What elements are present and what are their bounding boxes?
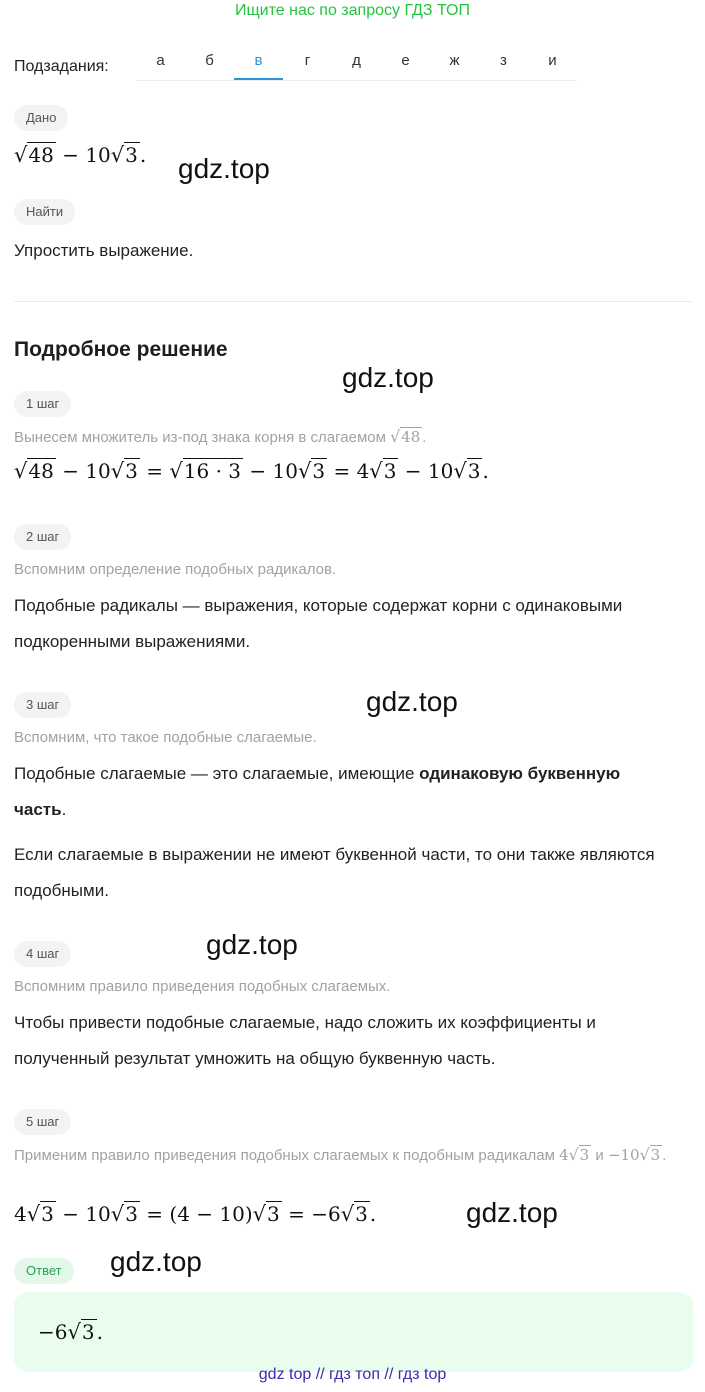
watermark: gdz.top — [466, 1197, 558, 1228]
watermark: gdz.top — [178, 153, 270, 184]
step-1-math: √48 − 10√3 = √16 · 3 − 10√3 = 4√3 − 10√3 . — [14, 459, 489, 483]
tab-d[interactable]: д — [352, 52, 361, 69]
divider — [14, 301, 693, 302]
tab-e[interactable]: е — [401, 52, 410, 69]
tab-v[interactable]: в — [234, 52, 283, 80]
step-4-chip: 4 шаг — [14, 941, 71, 967]
step-3-chip: 3 шаг — [14, 692, 71, 718]
promo-banner: Ищите нас по запросу ГДЗ ТОП — [235, 2, 470, 19]
step-2-hint: Вспомним определение подобных радикалов. — [14, 561, 337, 578]
step-3-text2: Если слагаемые в выражении не имеют буквенной части, то они также являются подобными. — [14, 845, 655, 900]
step-5-math: 4√3 − 10√3 = (4 − 10)√3 = −6√3 . — [14, 1202, 377, 1226]
step-1-hint: Вынесем множитель из-под знака корня в слагаемом √48 . — [14, 427, 427, 446]
step-4-hint: Вспомним правило приведения подобных слагаемых. — [14, 978, 391, 995]
solution-heading: Подробное решение — [14, 338, 228, 361]
watermark: gdz.top — [342, 362, 434, 393]
find-text: Упростить выражение. — [14, 241, 194, 260]
watermark: gdz.top — [206, 929, 298, 960]
step-4-text: Чтобы привести подобные слагаемые, надо сложить их коэффициенты и полученный результат умножить на общую буквенную часть. — [14, 1013, 596, 1068]
answer-chip: Ответ — [14, 1258, 74, 1284]
step-1-chip: 1 шаг — [14, 391, 71, 417]
tab-i[interactable]: и — [548, 52, 557, 69]
subtasks-label: Подзадания: — [14, 57, 109, 75]
step-5-hint: Применим правило приведения подобных слагаемых к подобным радикалам 4√3 и −10√3 . — [14, 1145, 667, 1164]
step-2-chip: 2 шаг — [14, 524, 71, 550]
step-3-text: Подобные слагаемые — это слагаемые, имеющие одинаковую буквенную часть. — [14, 764, 621, 819]
tab-zh[interactable]: ж — [449, 52, 460, 69]
answer-box — [14, 1292, 693, 1372]
tab-g[interactable]: г — [304, 52, 311, 69]
footer-links[interactable]: gdz top // гдз топ // гдз top — [258, 1366, 447, 1383]
tab-list — [136, 52, 577, 81]
step-2-text: Подобные радикалы — выражения, которые содержат корни с одинаковыми подкоренными выражениями. — [14, 596, 623, 651]
given-expression: √48 − 10√3 . — [14, 143, 147, 167]
step-3-hint: Вспомним, что такое подобные слагаемые. — [14, 729, 317, 746]
tab-b[interactable]: б — [205, 52, 214, 69]
sqrt-48: √48 — [14, 143, 54, 167]
subtask-tabs — [14, 52, 577, 81]
tab-a[interactable]: а — [156, 52, 165, 69]
answer-expression: −6√3 . — [38, 1320, 103, 1344]
watermark: gdz.top — [110, 1246, 202, 1277]
step-5-chip: 5 шаг — [14, 1109, 71, 1135]
tab-z[interactable]: з — [500, 52, 507, 69]
watermark: gdz.top — [366, 686, 458, 717]
given-chip: Дано — [14, 105, 68, 131]
find-chip: Найти — [14, 199, 75, 225]
